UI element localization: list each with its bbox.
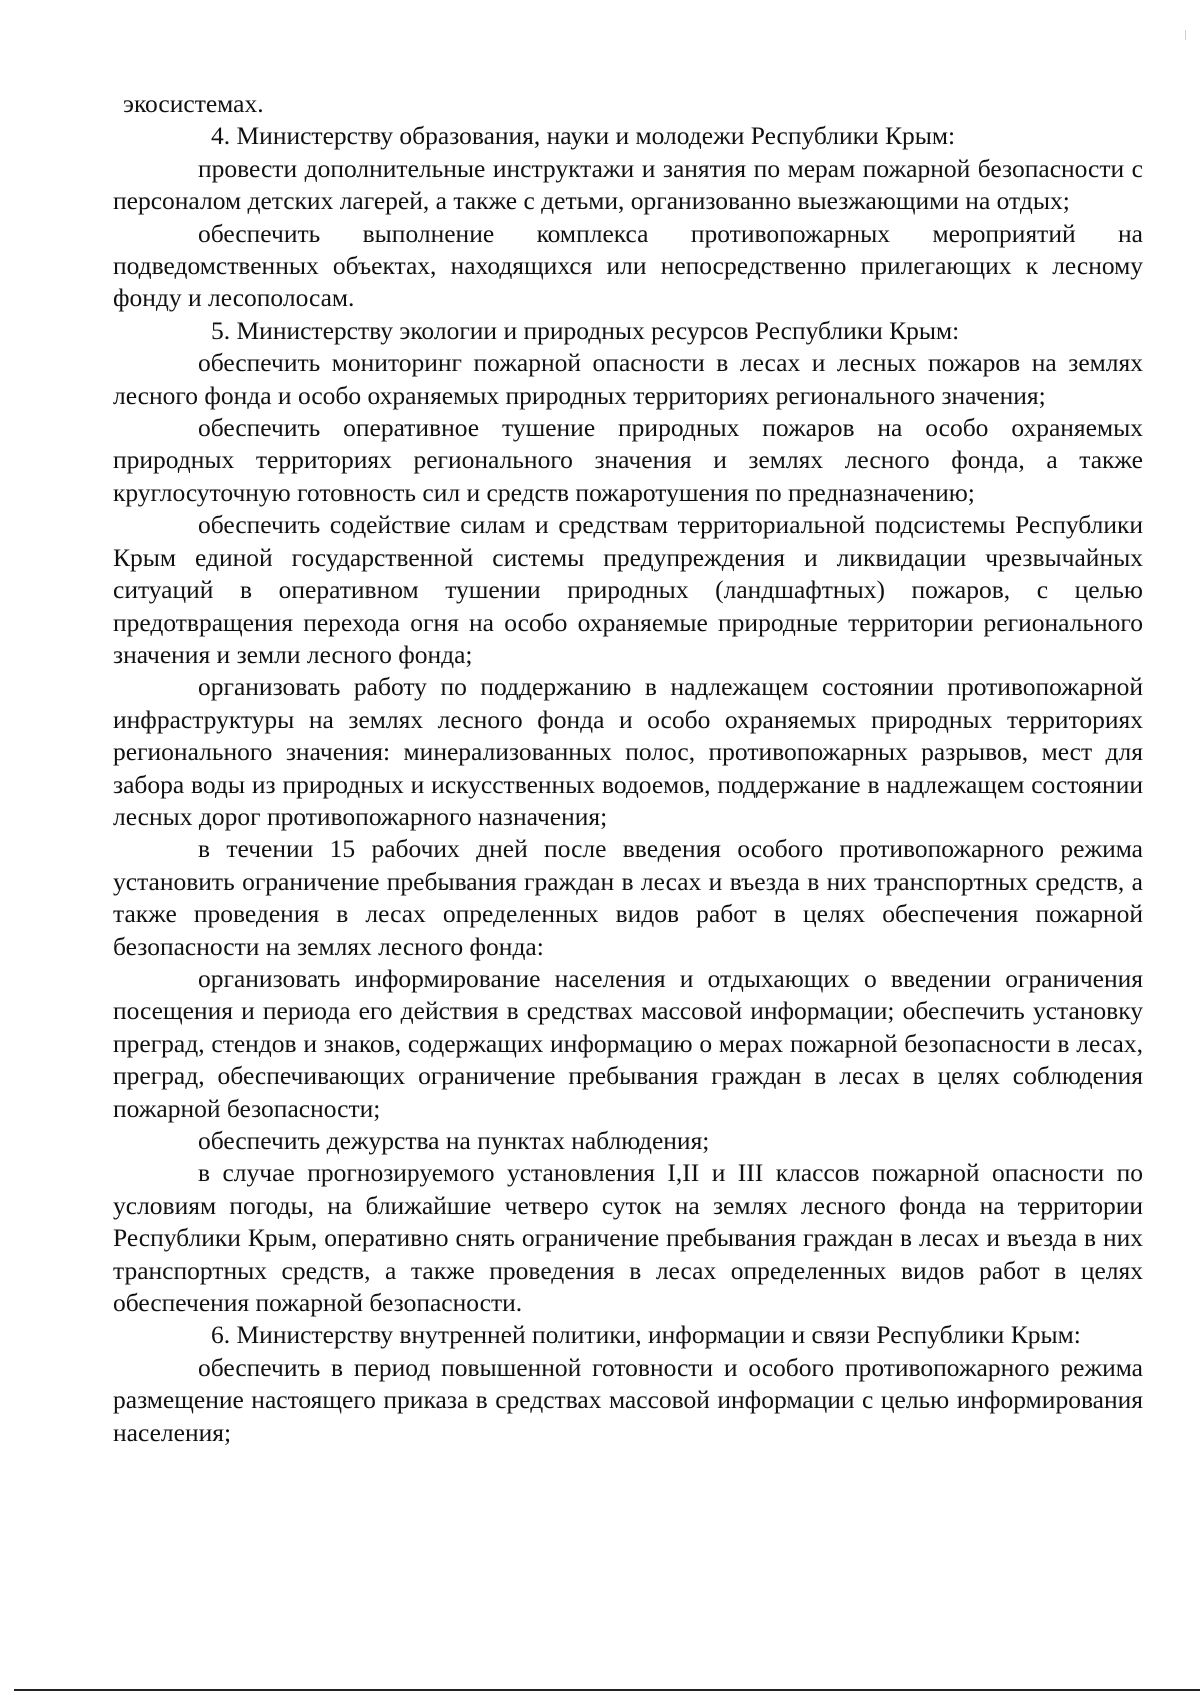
paragraph: организовать работу по поддержанию в надлежащем состоянии противопожарной инфраструктуры на землях лесного фонда и особо охраняемых природных территориях регионального значения: минерализованных полос, противопожарных разрывов, мест для забора воды из природных и искусственных водоемов, поддержание в надлежащем состоянии лесных дорог противопожарного назначения;: [113, 672, 1143, 831]
section-4-heading: 4. Министерству образования, науки и молодежи Республики Крым:: [211, 121, 956, 151]
paragraph: провести дополнительные инструктажи и занятия по мерам пожарной безопасности с персоналом детских лагерей, а также с детьми, организованно выезжающими на отдых;: [113, 153, 1143, 216]
paragraph: обеспечить в период повышенной готовности и особого противопожарного режима размещение настоящего приказа в средствах массовой информации с целью информирования населения;: [113, 1352, 1143, 1447]
paragraph: в течении 15 рабочих дней после введения особого противопожарного режима установить ограничение пребывания граждан в лесах и въезда в них транспортных средств, а также проведения в лесах определенных видов работ в целях обеспечения пожарной безопасности на землях лесного фонда:: [113, 834, 1143, 961]
paragraph: обеспечить выполнение комплекса противопожарных мероприятий на подведомственных объектах, находящихся или непосредственно прилегающих к лесному фонду и лесополосам.: [113, 218, 1143, 313]
paragraph: обеспечить оперативное тушение природных пожаров на особо охраняемых природных территориях регионального значения и землях лесного фонда, а также круглосуточную готовность сил и средств пожаротушения по предназначению;: [113, 413, 1143, 507]
paragraph-continuation: экосистемах.: [123, 89, 264, 118]
paragraph: организовать информирование населения и отдыхающих о введении ограничения посещения и периода его действия в средствах массовой информации; обеспечить установку преград, стендов и знаков, содержащих информацию о мерах пожарной безопасности в лесах, преград, обеспечивающих ограничение пребывания граждан в лесах в целях соблюдения пожарной безопасности;: [113, 963, 1143, 1123]
paragraph: обеспечить содействие силам и средствам территориальной подсистемы Республики Крым единой государственной системы предупреждения и ликвидации чрезвычайных ситуаций в оперативном тушении природных (ландшафтных) пожаров, с целью предотвращения перехода огня на особо охраняемые природные территории регионального значения и земли лесного фонда;: [113, 510, 1143, 669]
scan-edge-mark: [1185, 30, 1186, 40]
paragraph: обеспечить мониторинг пожарной опасности в лесах и лесных пожаров на землях лесного фонда и особо охраняемых природных территориях регионального значения;: [113, 348, 1143, 410]
paragraph: обеспечить дежурства на пунктах наблюдения;: [198, 1126, 710, 1155]
document-body: [113, 88, 1143, 1449]
section-6-heading: 6. Министерству внутренней политики, информации и связи Республики Крым:: [211, 1320, 1081, 1350]
footer-divider: [14, 1689, 1200, 1691]
paragraph: в случае прогнозируемого установления I,II и III классов пожарной опасности по условиям погоды, на ближайшие четверо суток на землях лесного фонда на территории Республики Крым, оперативно снять ограничение пребывания граждан в лесах и въезда в них транспортных средств, а также проведения в лесах определенных видов работ в целях обеспечения пожарной безопасности.: [113, 1158, 1143, 1318]
section-5-heading: 5. Министерству экологии и природных ресурсов Республики Крым:: [211, 315, 960, 345]
